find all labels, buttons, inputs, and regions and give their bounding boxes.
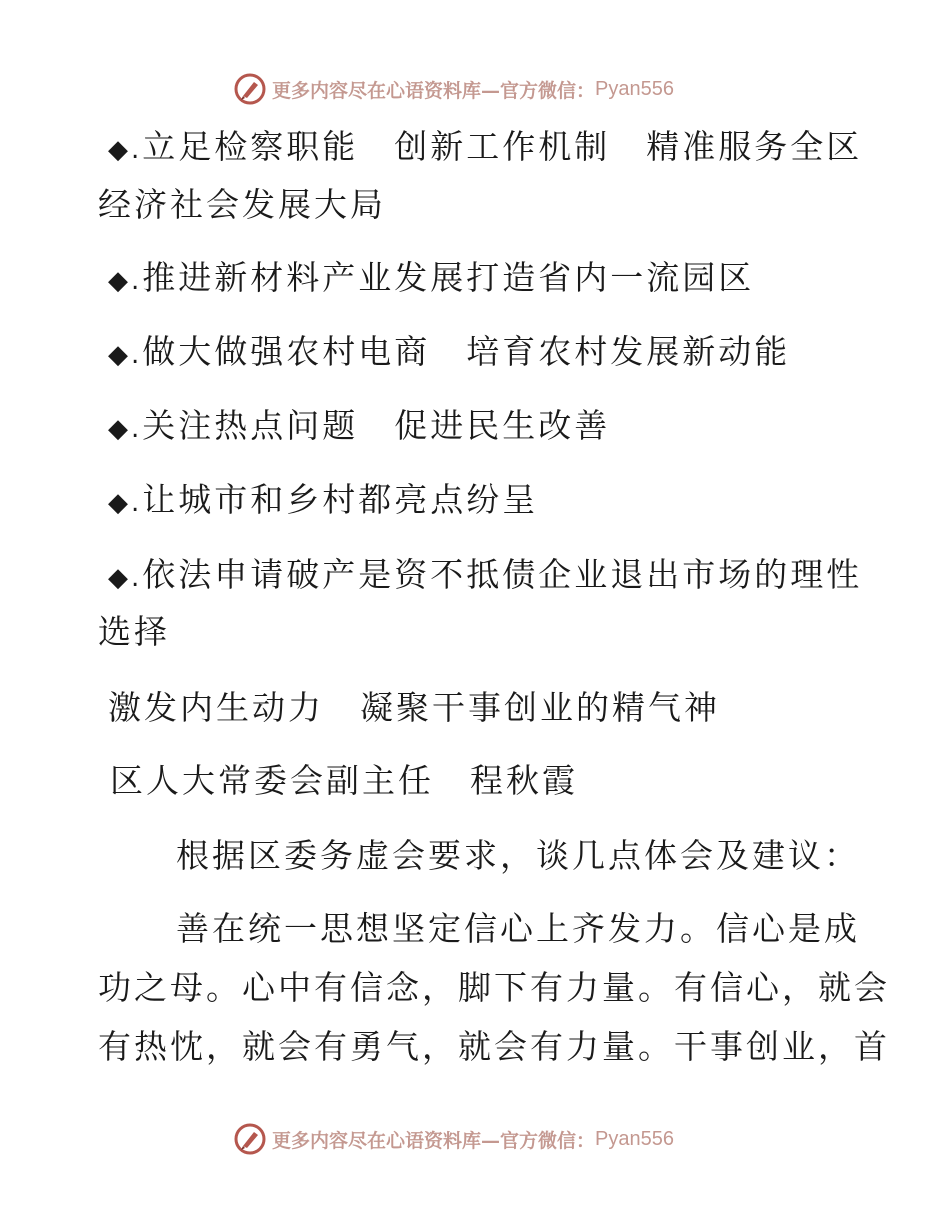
bullet-item-continued	[98, 185, 386, 225]
bullet-text: 让城市和乡村都亮点纷呈	[142, 480, 539, 519]
paragraph-line: 善在统一思想坚定信心上齐发力。信心是成	[176, 909, 860, 948]
bullet-text: 推进新材料产业发展打造省内一流园区	[142, 258, 755, 297]
article-author: 区人大常委会副主任 程秋霞	[110, 761, 578, 800]
bullet-item	[108, 332, 790, 375]
paragraph-line: 功之母。心中有信念，脚下有力量。有信心，就会	[98, 968, 890, 1007]
bullet-text: 立足检察职能 创新工作机制 精准服务全区	[142, 127, 863, 166]
pen-logo-icon	[234, 73, 266, 105]
diamond-bullet-icon: ◆.	[108, 135, 143, 165]
footer-watermark-banner	[234, 1122, 674, 1156]
bullet-item	[108, 127, 862, 170]
bullet-item	[108, 406, 610, 449]
bullet-text: 依法申请破产是资不抵债企业退出市场的理性	[142, 555, 863, 594]
header-watermark-banner	[234, 72, 674, 106]
paragraph-line: 有热忱，就会有勇气，就会有力量。干事创业，首	[98, 1027, 890, 1066]
banner-wechat-id: Pyan556	[595, 1127, 674, 1150]
article-intro: 根据区委务虚会要求，谈几点体会及建议：	[176, 836, 860, 875]
banner-wechat-id: Pyan556	[595, 77, 674, 100]
bullet-text: 经济社会发展大局	[98, 185, 386, 224]
diamond-bullet-icon: ◆.	[108, 414, 143, 444]
bullet-item	[108, 258, 754, 301]
bullet-text: 关注热点问题 促进民生改善	[142, 406, 611, 445]
article-title: 激发内生动力 凝聚干事创业的精气神	[108, 688, 720, 727]
pen-logo-icon	[234, 1123, 266, 1155]
diamond-bullet-icon: ◆.	[108, 266, 143, 296]
diamond-bullet-icon: ◆.	[108, 488, 143, 518]
banner-text: 更多内容尽在心语资料库—官方微信：	[272, 79, 596, 102]
diamond-bullet-icon: ◆.	[108, 563, 143, 593]
bullet-text: 做大做强农村电商 培育农村发展新动能	[142, 332, 791, 371]
bullet-item-continued	[98, 612, 170, 652]
bullet-item	[108, 480, 538, 523]
bullet-text: 选择	[98, 612, 170, 651]
banner-text: 更多内容尽在心语资料库—官方微信：	[272, 1129, 596, 1152]
bullet-item	[108, 555, 862, 598]
diamond-bullet-icon: ◆.	[108, 340, 143, 370]
